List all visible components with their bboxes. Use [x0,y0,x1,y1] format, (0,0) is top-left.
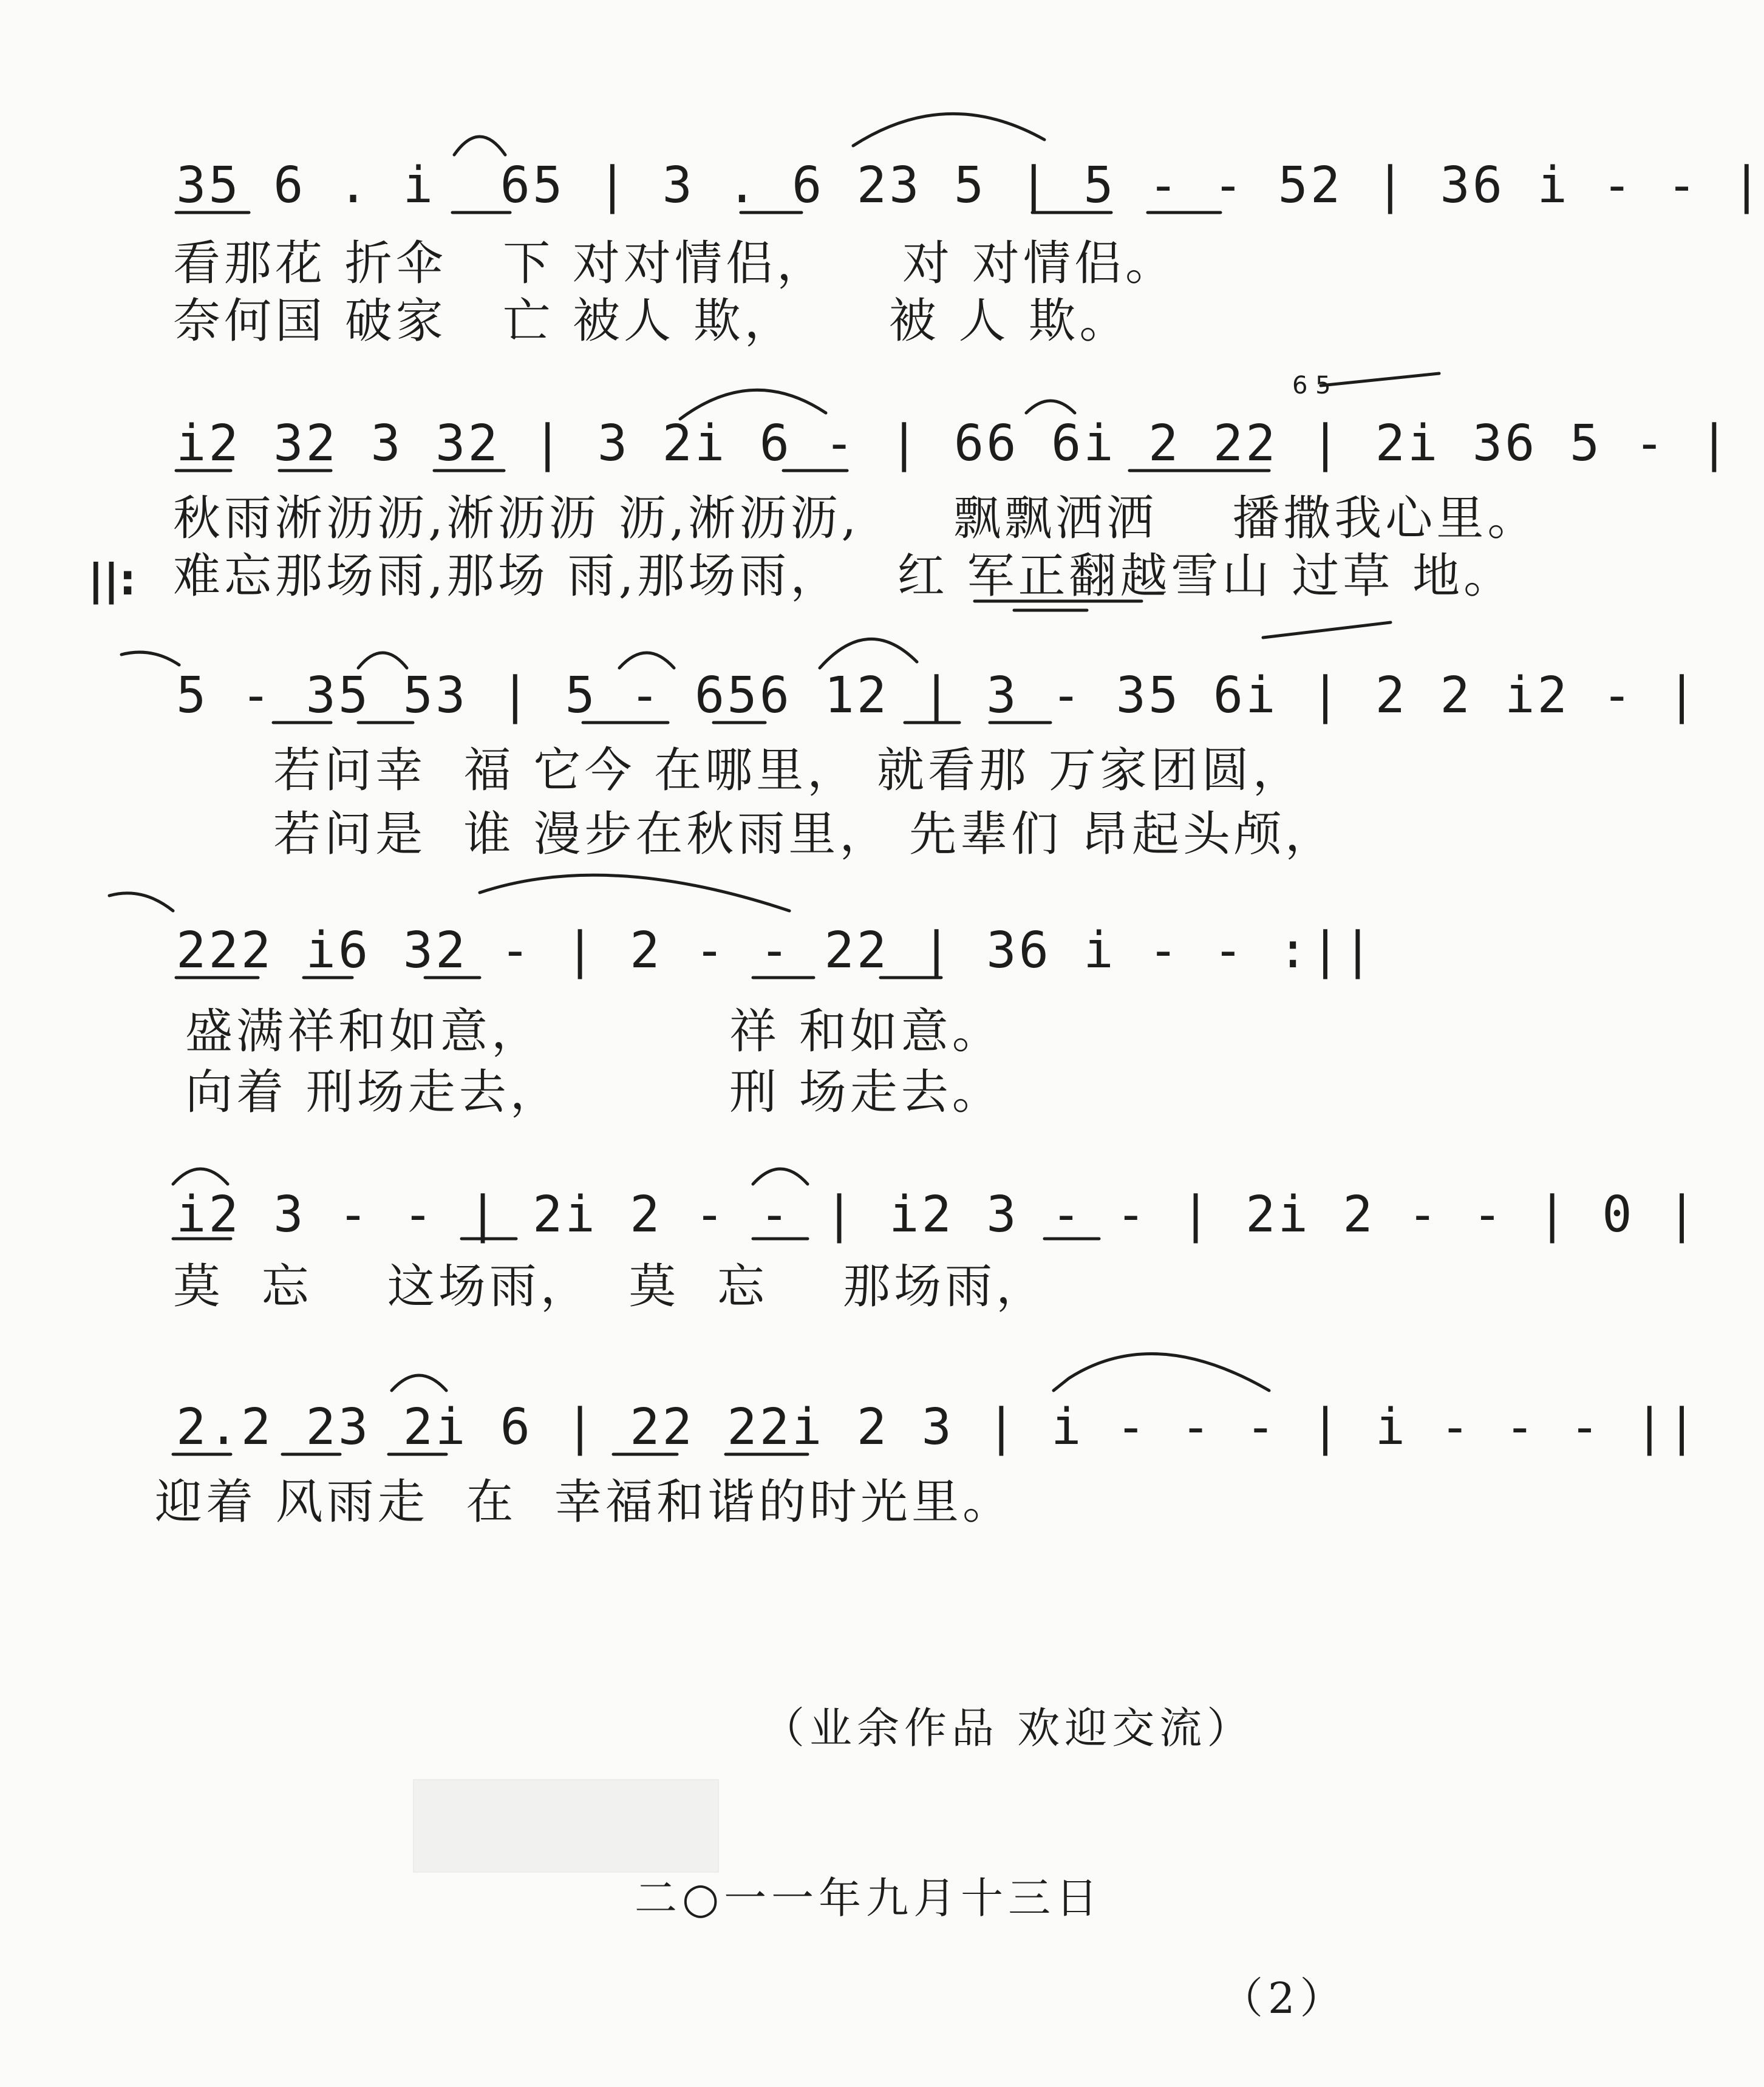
faint-stamp-mark [413,1779,719,1873]
slur-mark [1321,373,1439,386]
notation-line-4: 222 i6 32 - | 2 - - 22 | 36 i - - :|| [176,922,1375,979]
slur-mark [853,114,1044,146]
notation-line-2: i2 32 3 32 | 3 2i 6 - | 66 6i 2 22 | 2i 36 5 - | [176,415,1732,472]
notation-line-3: 5 - 35 53 | 5 - 656 12 | 3 - 35 6i | 2 2 i2 - | [176,667,1700,724]
notation-line-5: i2 3 - - | 2i 2 - - | i2 3 - - | 2i 2 - - | 0 | [176,1186,1700,1244]
slur-mark [820,639,917,668]
author-note: （业余作品 欢迎交流） [762,1703,1255,1753]
grace-notes: 6 5 [1292,372,1331,400]
lyric-1-verse-2: 奈何国 破家 亡 被人 欺， 被 人 欺。 [173,294,1131,349]
slur-mark [358,653,407,668]
lyric-2-verse-1: 秋雨淅沥沥,淅沥沥 沥,淅沥沥, 飘飘洒洒 播撒我心里。 [173,491,1539,546]
slur-mark [619,653,674,668]
lyric-4-verse-2: 向着 刑场走去， 刑 场走去。 [185,1065,1003,1120]
slur-mark [1026,401,1075,413]
lyric-2-verse-2: 难忘那场雨,那场 雨,那场雨， 红 军正翻越雪山 过草 地。 [173,549,1515,604]
notation-line-1: 35 6 . i 65 | 3 . 6 23 5 | 5 - - 52 | 36 i - - | [176,157,1764,214]
slur-mark [392,1375,446,1391]
lyric-4-verse-1: 盛满祥和如意， 祥 和如意。 [185,1004,1003,1059]
slur-mark [1263,622,1391,638]
composition-date: 二○一一年九月十三日 [635,1873,1103,1923]
lyric-3-verse-2: 若问是 谁 漫步在秋雨里， 先辈们 昂起头颅， [273,807,1336,862]
repeat-start-sign: ||: [88,555,137,605]
notation-line-6: 2.2 23 2i 6 | 22 22i 2 3 | i - - - | i - - - || [176,1398,1700,1456]
lyric-1-verse-1: 看那花 折伞 下 对对情侣， 对 对情侣。 [173,236,1176,291]
slur-mark [1054,1354,1269,1391]
slur-mark [173,1169,228,1184]
slur-mark [454,137,505,155]
slur-mark [121,652,179,665]
slur-mark [109,893,173,911]
slur-mark [753,1169,808,1184]
page-number: （2） [1221,1973,1347,2023]
lyric-6: 迎着 风雨走 在 幸福和谐的时光里。 [155,1475,1013,1530]
lyric-3-verse-1: 若问幸 福 它今 在哪里， 就看那 万家团圆， [273,743,1304,798]
lyric-5: 莫 忘 这场雨， 莫 忘 那场雨， [173,1259,1047,1314]
slur-mark [480,875,789,911]
